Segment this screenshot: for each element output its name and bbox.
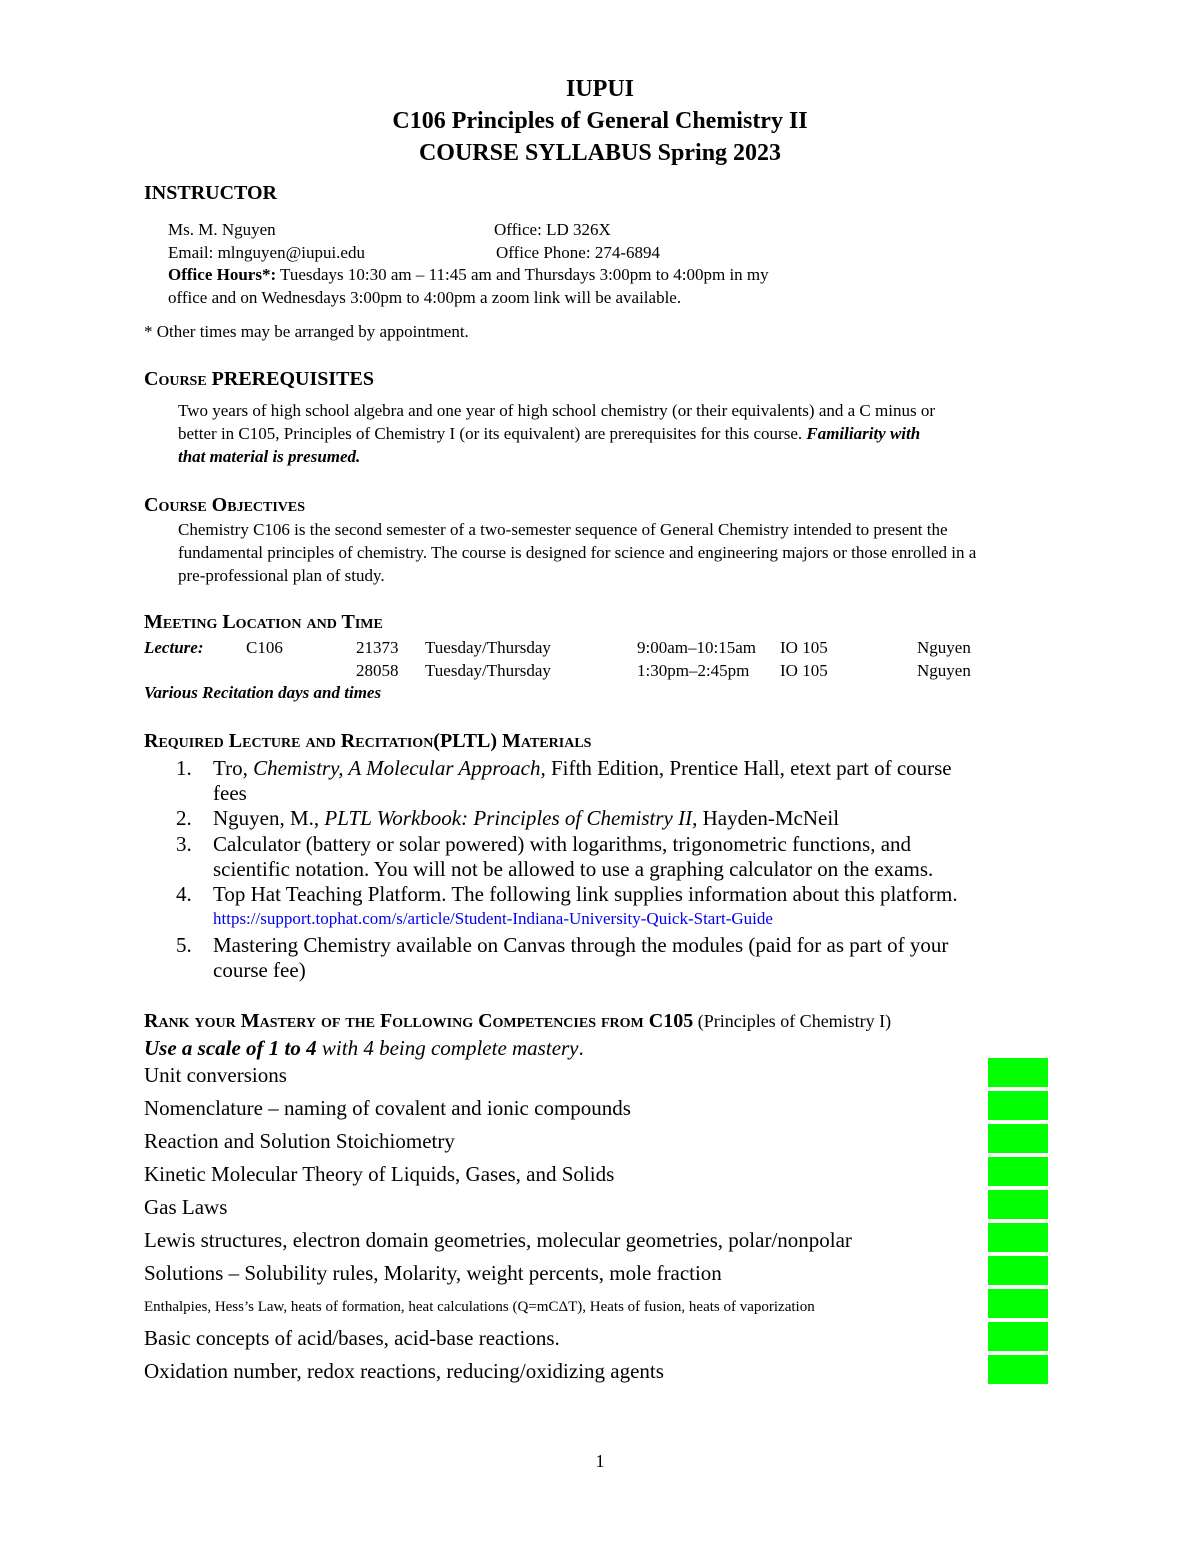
meeting-row-2-room: IO 105: [780, 661, 828, 680]
rating-box-6[interactable]: [988, 1223, 1048, 1252]
lecture-course: C106: [246, 638, 283, 657]
material-1-details: Fifth Edition, Prentice Hall, etext part of course: [545, 756, 952, 780]
material-3-line-1: Calculator (battery or solar powered) with logarithms, trigonometric functions, and: [213, 832, 912, 856]
rating-box-5[interactable]: [988, 1190, 1048, 1219]
meeting-row-1-time: 9:00am–10:15am: [637, 638, 756, 657]
instructor-name: Ms. M. Nguyen: [168, 220, 276, 239]
meeting-row-1-section: 21373: [356, 638, 399, 657]
material-2-title: PLTL Workbook: Principles of Chemistry II: [324, 806, 693, 830]
scale-range: Use a scale of 1 to 4: [144, 1036, 317, 1060]
scale-period: .: [578, 1036, 584, 1060]
material-1-line-2: fees: [213, 781, 247, 805]
meeting-row-2-time: 1:30pm–2:45pm: [637, 661, 750, 680]
objectives-text-2: fundamental principles of chemistry. The course is designed for science and engineering majors or those enrolled in a: [178, 543, 977, 562]
meeting-row-1-room: IO 105: [780, 638, 828, 657]
objectives-heading: Course Objectives: [144, 494, 306, 516]
meeting-row-1-days: Tuesday/Thursday: [425, 638, 551, 657]
competency-7: Solutions – Solubility rules, Molarity, weight percents, mole fraction: [144, 1261, 722, 1285]
competency-2: Nomenclature – naming of covalent and ionic compounds: [144, 1096, 631, 1120]
instructor-office: Office: LD 326X: [494, 220, 611, 239]
appointment-note: * Other times may be arranged by appointment.: [144, 322, 469, 341]
competency-10: Oxidation number, redox reactions, reducing/oxidizing agents: [144, 1359, 664, 1383]
competencies-heading-line: [144, 1010, 891, 1033]
header-course-title: C106 Principles of General Chemistry II: [392, 108, 808, 134]
meeting-heading: Meeting Location and Time: [144, 611, 383, 633]
office-hours-line: [168, 265, 769, 285]
lecture-label: Lecture:: [144, 638, 204, 657]
instructor-heading: INSTRUCTOR: [144, 182, 277, 204]
header-institution: IUPUI: [565, 76, 634, 102]
meeting-row-2-days: Tuesday/Thursday: [425, 661, 551, 680]
prerequisites-text-2: [178, 424, 920, 444]
material-2-number: 2.: [176, 806, 192, 830]
rating-box-9[interactable]: [988, 1322, 1048, 1351]
rating-box-7[interactable]: [988, 1256, 1048, 1285]
material-4-number: 4.: [176, 882, 192, 906]
rating-box-2[interactable]: [988, 1091, 1048, 1120]
material-1-line-1: [213, 756, 952, 781]
prerequisites-heading: Course PREREQUISITES: [144, 368, 374, 390]
material-2-line: [213, 806, 839, 831]
competency-8: Enthalpies, Hess’s Law, heats of formation, heat calculations (Q=mCΔT), Heats of fusion, heats of vaporization: [144, 1299, 815, 1315]
competency-3: Reaction and Solution Stoichiometry: [144, 1129, 455, 1153]
material-1-author: Tro,: [213, 756, 254, 780]
header-syllabus-term: COURSE SYLLABUS Spring 2023: [418, 140, 782, 166]
office-hours-text-2: office and on Wednesdays 3:00pm to 4:00pm a zoom link will be available.: [168, 288, 682, 307]
material-3-line-2: scientific notation. You will not be allowed to use a graphing calculator on the exams.: [213, 857, 934, 881]
meeting-row-1-instructor: Nguyen: [917, 638, 971, 657]
competency-4: Kinetic Molecular Theory of Liquids, Gases, and Solids: [144, 1162, 615, 1186]
competency-9: Basic concepts of acid/bases, acid-base reactions.: [144, 1326, 560, 1350]
materials-heading: Required Lecture and Recitation(PLTL) Materials: [144, 730, 592, 752]
rating-box-3[interactable]: [988, 1124, 1048, 1153]
prerequisites-text-1: Two years of high school algebra and one year of high school chemistry (or their equivalents) and a C minus or: [178, 401, 935, 420]
scale-instruction: [144, 1036, 584, 1061]
prerequisites-emphasis-2: that material is presumed.: [178, 447, 361, 466]
rating-box-8[interactable]: [988, 1289, 1048, 1318]
objectives-text-1: Chemistry C106 is the second semester of a two-semester sequence of General Chemistry intended to present the: [178, 520, 948, 539]
prerequisites-emphasis-1: Familiarity with: [806, 424, 921, 443]
material-2-author: Nguyen, M.,: [213, 806, 325, 830]
material-5-number: 5.: [176, 933, 192, 957]
meeting-row-2-section: 28058: [356, 661, 399, 680]
competencies-heading: Rank your Mastery of the Following Competencies from C105: [144, 1010, 694, 1032]
material-5-line-2: course fee): [213, 958, 306, 982]
office-hours-label: Office Hours*:: [168, 265, 277, 284]
material-1-title: Chemistry, A Molecular Approach,: [253, 756, 546, 780]
rating-box-10[interactable]: [988, 1355, 1048, 1384]
material-5-line-1: Mastering Chemistry available on Canvas through the modules (paid for as part of your: [213, 933, 949, 957]
instructor-phone: Office Phone: 274-6894: [496, 243, 660, 262]
competencies-heading-suffix: (Principles of Chemistry I): [693, 1011, 892, 1031]
rating-box-1[interactable]: [988, 1058, 1048, 1087]
rating-box-4[interactable]: [988, 1157, 1048, 1186]
prerequisites-text-2a: better in C105, Principles of Chemistry I (or its equivalent) are prerequisites for this course.: [178, 424, 807, 443]
page-number: 1: [595, 1451, 605, 1471]
material-2-publisher: , Hayden-McNeil: [692, 806, 840, 830]
tophat-link[interactable]: https://support.tophat.com/s/article/Student-Indiana-University-Quick-Start-Guide: [213, 909, 773, 928]
scale-meaning: with 4 being complete mastery: [316, 1036, 579, 1060]
meeting-row-2-instructor: Nguyen: [917, 661, 971, 680]
recitation-note: Various Recitation days and times: [144, 683, 382, 702]
material-3-number: 3.: [176, 832, 192, 856]
office-hours-text: Tuesdays 10:30 am – 11:45 am and Thursdays 3:00pm to 4:00pm in my: [276, 265, 769, 284]
competency-6: Lewis structures, electron domain geometries, molecular geometries, polar/nonpolar: [144, 1228, 852, 1252]
competency-5: Gas Laws: [144, 1195, 228, 1219]
competency-1: Unit conversions: [144, 1063, 287, 1087]
objectives-text-3: pre-professional plan of study.: [178, 566, 385, 585]
instructor-email: Email: mlnguyen@iupui.edu: [168, 243, 365, 262]
material-4-line-1: Top Hat Teaching Platform. The following link supplies information about this platform.: [213, 882, 958, 906]
material-1-number: 1.: [176, 756, 192, 780]
